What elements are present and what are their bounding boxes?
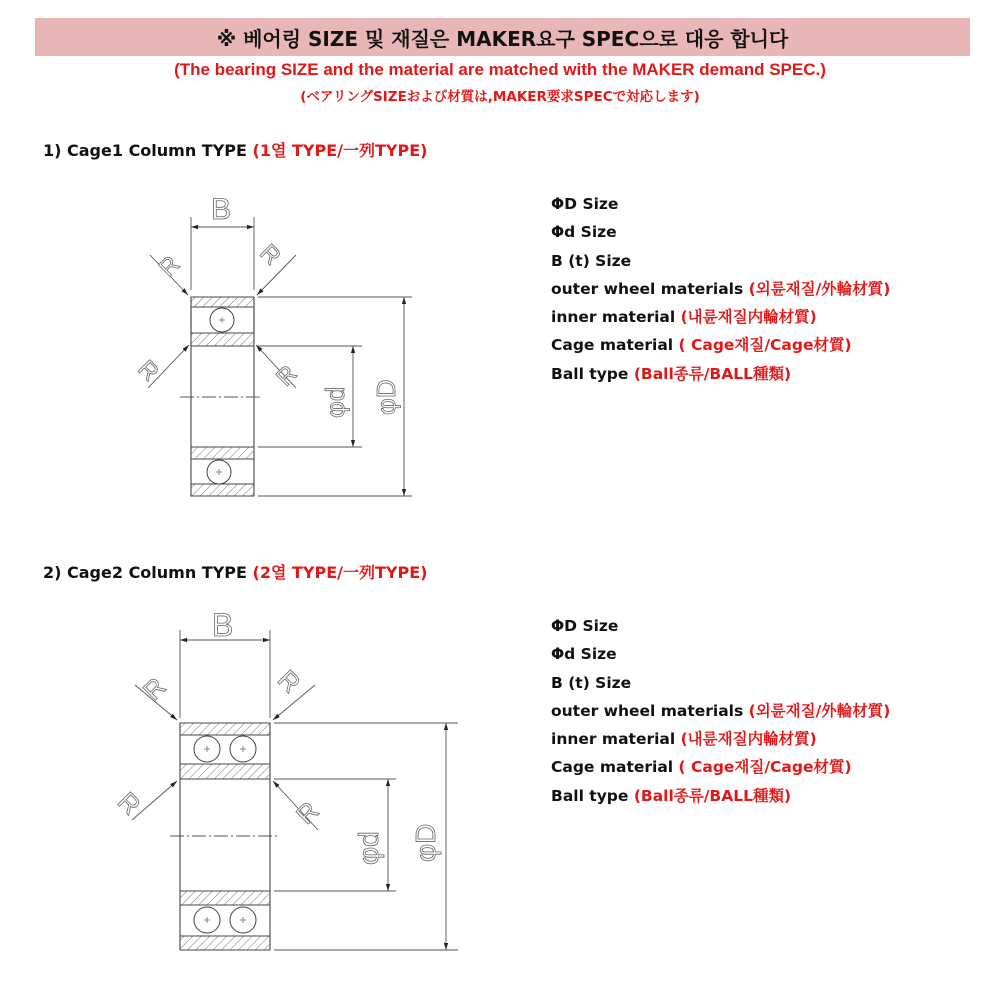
spec-outer-material: outer wheel materials (외륜재질/外輪材質) xyxy=(551,279,891,298)
spec-outer-material: outer wheel materials (외륜재질/外輪材質) xyxy=(551,701,891,720)
spec-inner-diameter: Φd Size xyxy=(551,645,617,664)
label-outer-diameter: φD xyxy=(410,823,441,862)
label-inner-diameter: φd xyxy=(353,831,384,865)
header-title: ※ 베어링 SIZE 및 재질은 MAKER요구 SPEC으로 대응 합니다 xyxy=(216,26,789,51)
label-width-b: B xyxy=(211,193,232,226)
label-radius-top-left: R xyxy=(153,250,186,283)
spec-inner-material: inner material (내륜재질内輪材質) xyxy=(551,308,817,327)
spec-width: B (t) Size xyxy=(551,673,632,692)
spec-outer-diameter: ΦD Size xyxy=(551,617,619,635)
label-radius-top-left: R xyxy=(137,671,172,706)
spec-cage-material: Cage material ( Cage재질/Cage材質) xyxy=(551,758,852,777)
spec-cage-material: Cage material ( Cage재질/Cage材質) xyxy=(551,336,852,355)
spec-ball-type: Ball type (Ball종류/BALL種類) xyxy=(551,364,792,383)
label-radius-bottom-left: R xyxy=(132,355,164,387)
header-subtitle-japanese: (ベアリングSIZEおよび材質は,MAKER要求SPECで対応します) xyxy=(300,89,700,105)
header-subtitle-english: (The bearing SIZE and the material are matched with the MAKER demand SPEC.) xyxy=(174,60,826,79)
label-width-b: B xyxy=(212,607,234,643)
section-2-title-red: (2열 TYPE/一列TYPE) xyxy=(252,563,428,582)
label-radius-bottom-right: R xyxy=(290,795,325,830)
label-radius-top-right: R xyxy=(254,239,286,271)
spec-inner-material: inner material (내륜재질内輪材質) xyxy=(551,730,817,749)
label-radius-bottom-left: R xyxy=(112,786,147,821)
spec-ball-type: Ball type (Ball종류/BALL種類) xyxy=(551,786,792,805)
label-inner-diameter: φd xyxy=(320,386,350,418)
single-row-bearing-drawing xyxy=(132,193,412,496)
label-outer-diameter: φD xyxy=(371,379,401,415)
label-radius-top-right: R xyxy=(272,664,307,699)
spec-inner-diameter: Φd Size xyxy=(551,223,617,242)
spec-width: B (t) Size xyxy=(551,251,632,270)
double-row-bearing-drawing xyxy=(112,607,458,950)
section-1-title-text: 1) Cage1 Column TYPE xyxy=(43,141,253,160)
spec-outer-diameter: ΦD Size xyxy=(551,195,619,213)
section-1-title-red: (1열 TYPE/一列TYPE) xyxy=(252,141,428,160)
section-2-title-text: 2) Cage2 Column TYPE xyxy=(43,563,253,582)
label-radius-bottom-right: R xyxy=(271,360,303,392)
